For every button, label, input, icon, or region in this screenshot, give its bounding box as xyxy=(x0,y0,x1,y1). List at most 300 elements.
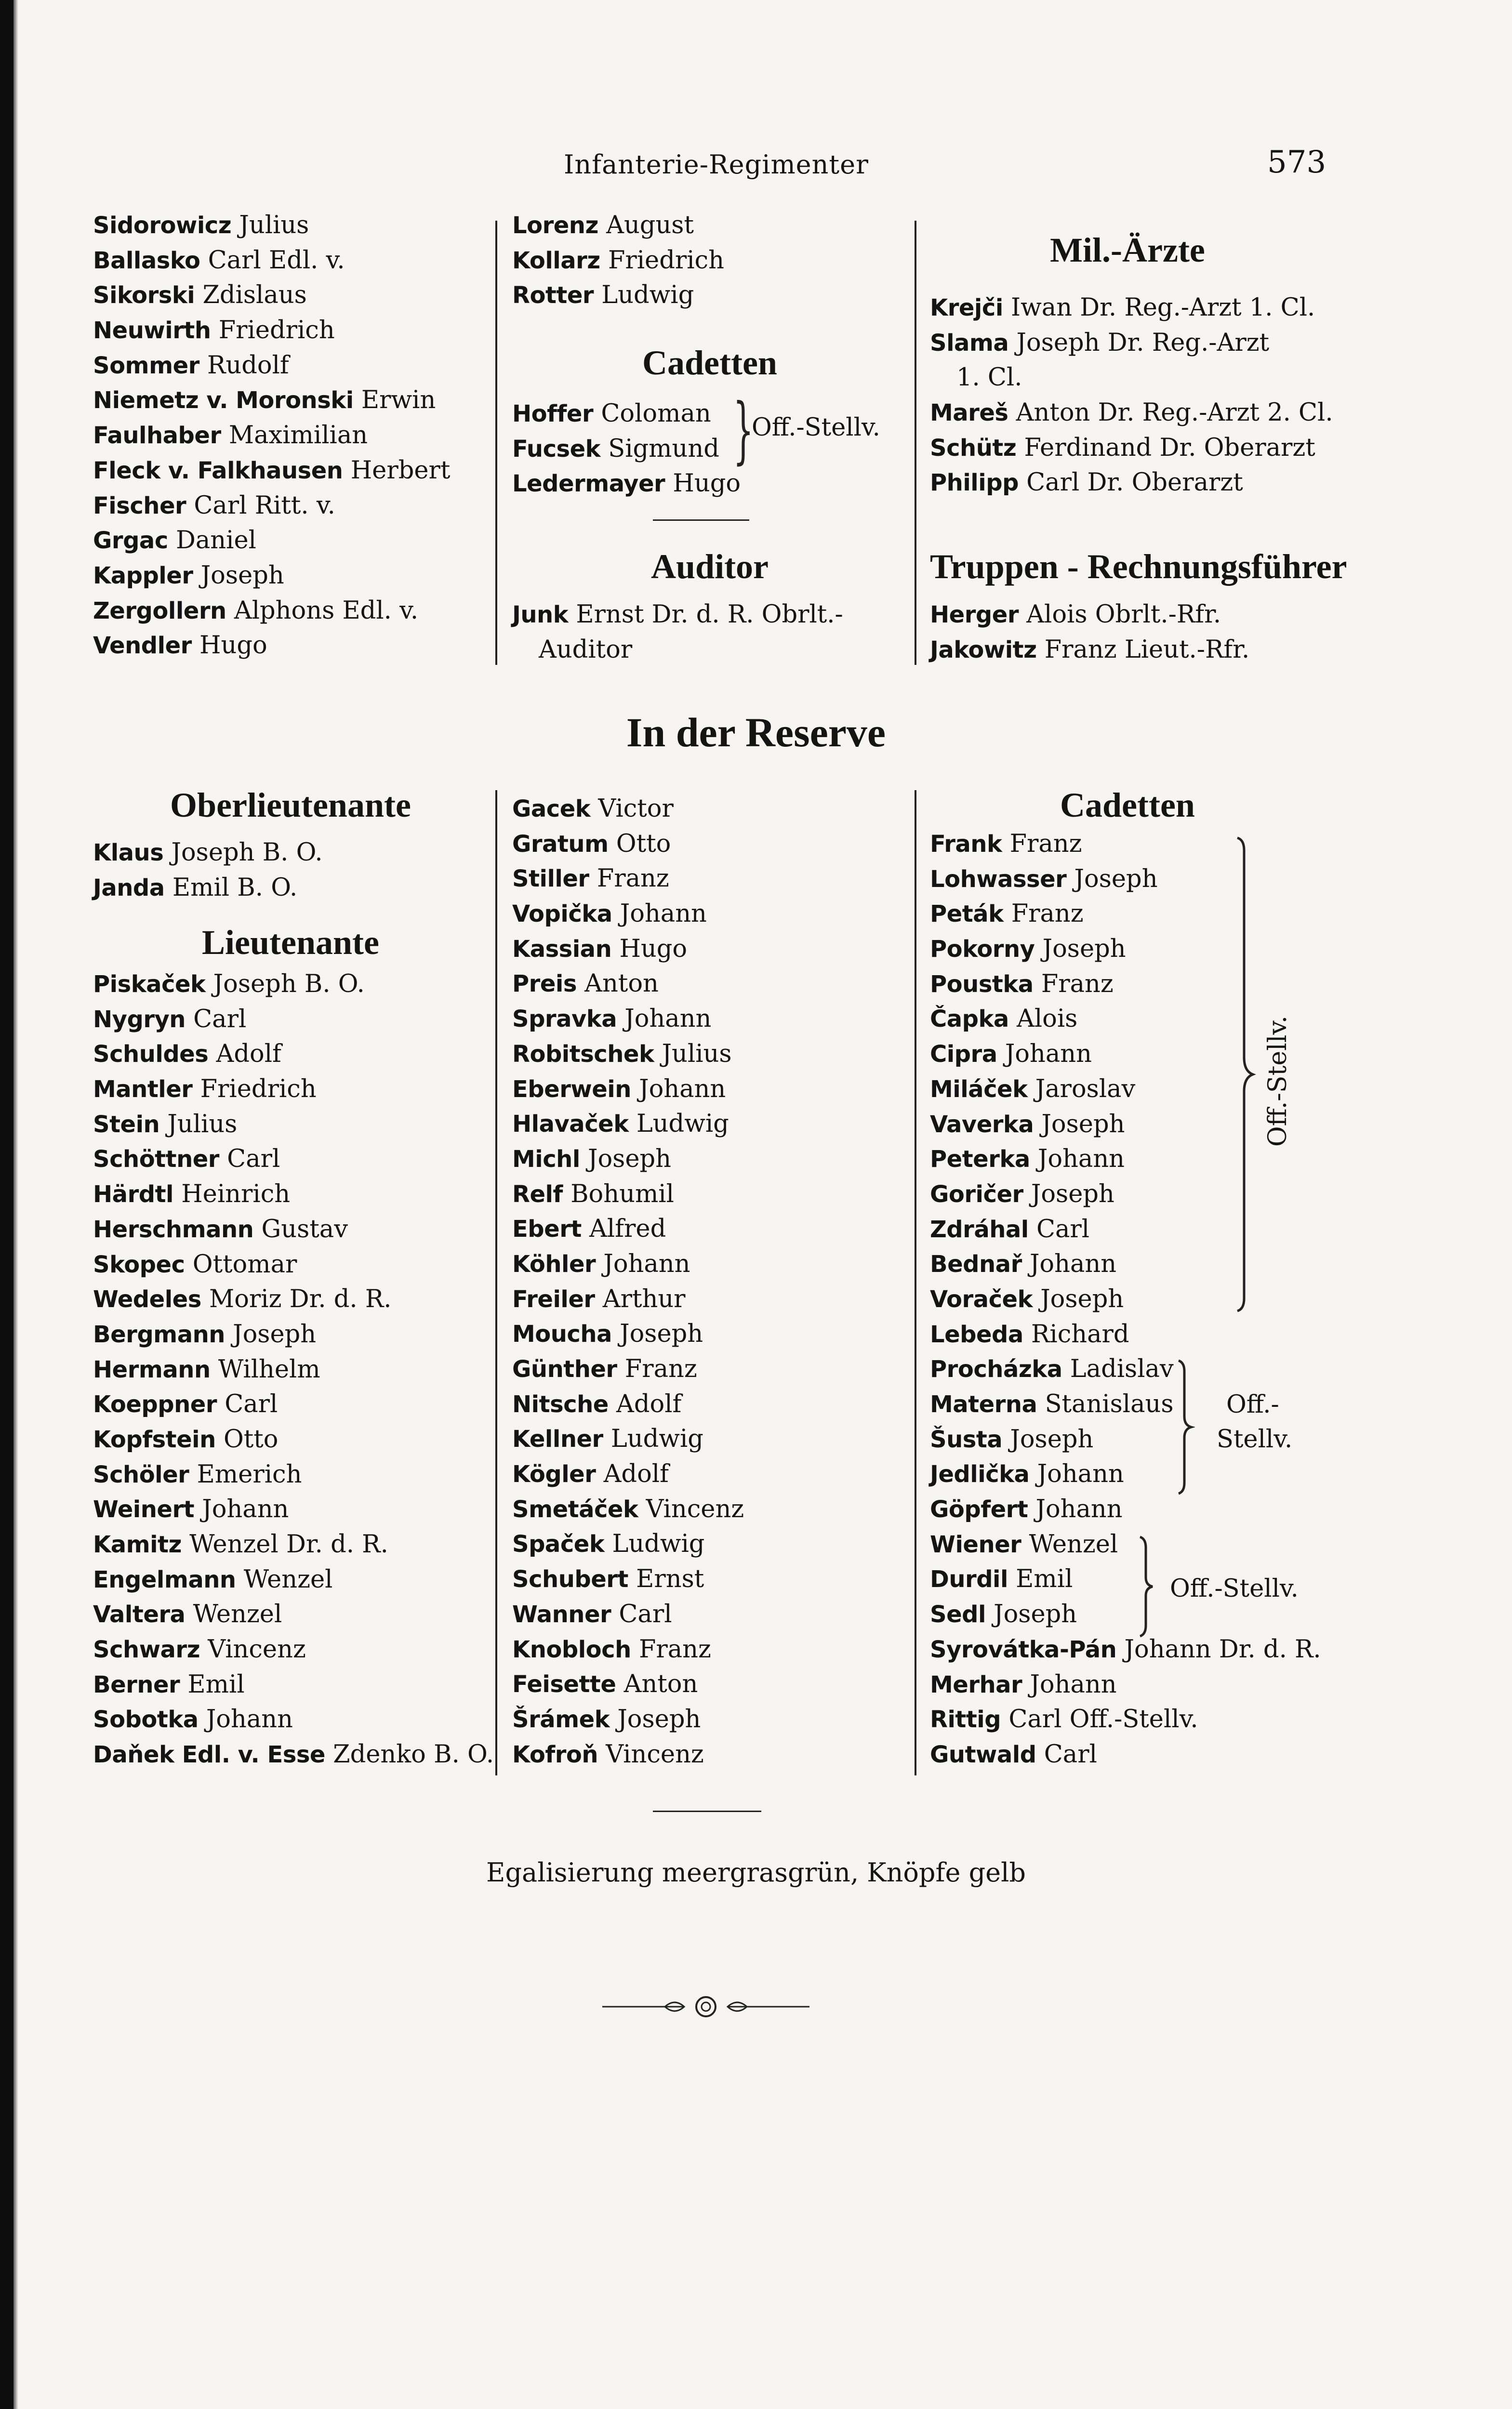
list-item xyxy=(512,1422,744,1457)
list-item xyxy=(93,1002,494,1037)
list-item xyxy=(930,1668,1321,1703)
surname: Herschmann xyxy=(93,1216,254,1243)
surname: Wedeles xyxy=(93,1286,201,1313)
list-item xyxy=(512,1212,744,1247)
aerzte-heading: Mil.-Ärzte xyxy=(1050,231,1205,269)
given-name-and-rank: Joseph xyxy=(1023,1179,1114,1208)
surname: Feisette xyxy=(512,1671,616,1698)
running-title: Infanterie-Regimenter xyxy=(564,149,869,180)
surname: Jakowitz xyxy=(930,636,1037,663)
given-name-and-rank: Zdislaus xyxy=(195,281,307,310)
list-item xyxy=(93,871,323,906)
given-name-and-rank: Franz xyxy=(631,1635,711,1664)
list-item xyxy=(93,278,450,313)
top-name-list-2 xyxy=(512,208,724,313)
given-name-and-rank: Vincenz xyxy=(200,1635,306,1664)
list-item xyxy=(93,628,450,663)
surname: Vendler xyxy=(93,632,192,660)
given-name-and-rank: Emil xyxy=(1008,1565,1073,1594)
given-name-and-rank: Alois xyxy=(1008,1005,1078,1033)
surname: Sikorski xyxy=(93,282,195,309)
given-name-and-rank: Alfred xyxy=(581,1215,666,1244)
given-name-and-rank: Johann xyxy=(194,1495,289,1524)
list-item xyxy=(512,633,843,668)
given-name-and-rank: Bohumil xyxy=(562,1179,674,1208)
bracket-icon xyxy=(1176,1359,1195,1496)
surname: Stein xyxy=(93,1111,160,1138)
column-divider xyxy=(915,790,916,1775)
list-item xyxy=(93,453,450,489)
list-item xyxy=(512,1002,744,1037)
list-item xyxy=(512,243,724,278)
given-name-and-rank: Johann xyxy=(631,1074,726,1103)
surname: Engelmann xyxy=(93,1566,236,1593)
surname: Frank xyxy=(930,831,1002,858)
reserve-name-list-2 xyxy=(512,792,744,1772)
surname: Lorenz xyxy=(512,212,598,239)
list-item xyxy=(512,861,744,897)
given-name-and-rank: Ludwig xyxy=(628,1110,729,1138)
list-item xyxy=(512,1737,744,1773)
surname: Kollarz xyxy=(512,247,600,274)
list-item xyxy=(512,1037,744,1072)
surname: Kofroň xyxy=(512,1741,598,1768)
given-name-and-rank: Johann xyxy=(1022,1670,1117,1699)
list-item xyxy=(930,1457,1321,1492)
list-item xyxy=(93,1562,494,1598)
surname: Syrovátka-Pán xyxy=(930,1636,1117,1663)
given-name-and-rank: Joseph xyxy=(193,561,284,590)
surname: Junk xyxy=(512,601,569,628)
given-name-and-rank: Jaroslav xyxy=(1027,1074,1136,1103)
given-name-and-rank: Carl Off.-Stellv. xyxy=(1001,1705,1198,1734)
top-name-list-1 xyxy=(93,208,450,663)
surname: Fischer xyxy=(93,492,186,519)
given-name-and-rank: Carl xyxy=(219,1145,280,1174)
given-name-and-rank: Joseph xyxy=(1034,1110,1125,1138)
list-item xyxy=(512,278,724,313)
given-name-and-rank: Friedrich xyxy=(600,246,724,275)
auditor-heading: Auditor xyxy=(650,547,769,586)
surname: Voraček xyxy=(930,1285,1033,1313)
oberlieutenante-heading: Oberlieutenante xyxy=(170,786,411,824)
surname: Vopička xyxy=(512,900,612,928)
list-item xyxy=(93,418,450,453)
given-name-and-rank: Emil B. O. xyxy=(164,873,298,902)
given-name-and-rank: Arthur xyxy=(595,1284,686,1313)
surname: Robitschek xyxy=(512,1040,654,1068)
list-item xyxy=(93,1317,494,1352)
list-item xyxy=(93,489,450,524)
given-name-and-rank: Ernst Dr. d. R. Obrlt.- xyxy=(568,600,843,629)
given-name-and-rank: Daniel xyxy=(168,526,256,555)
list-item xyxy=(93,1737,494,1773)
bracket-label: Stellv. xyxy=(1217,1425,1293,1454)
list-item xyxy=(512,1492,744,1527)
given-name-and-rank: Emerich xyxy=(189,1460,302,1489)
surname: Sommer xyxy=(93,352,199,379)
large-bracket-icon xyxy=(1233,836,1262,1313)
surname: Nygryn xyxy=(93,1006,186,1033)
list-item xyxy=(512,1317,744,1352)
surname: Niemetz v. Moronski xyxy=(93,387,354,414)
given-name-and-rank: Johann Dr. d. R. xyxy=(1116,1635,1321,1664)
surname: Spaček xyxy=(512,1531,605,1558)
given-name-and-rank: Ludwig xyxy=(603,1425,703,1454)
list-item xyxy=(930,1632,1321,1668)
surname: Čapka xyxy=(930,1006,1009,1033)
page-number: 573 xyxy=(1267,145,1326,180)
given-name-and-rank: Maximilian xyxy=(221,421,368,450)
list-item xyxy=(93,558,450,594)
surname: Sedl xyxy=(930,1601,986,1628)
given-name-and-rank: Iwan Dr. Reg.-Arzt 1. Cl. xyxy=(1003,293,1315,322)
given-name-and-rank: Johann xyxy=(198,1705,293,1734)
surname: Poustka xyxy=(930,970,1034,998)
surname: Valtera xyxy=(93,1601,186,1628)
given-name-and-rank: Anton Dr. Reg.-Arzt 2. Cl. xyxy=(1008,398,1333,427)
reserve-title: In der Reserve xyxy=(626,709,886,755)
list-item xyxy=(512,1632,744,1668)
given-name-and-rank: Johann xyxy=(612,900,707,928)
list-item xyxy=(512,1387,744,1422)
list-item xyxy=(930,1527,1321,1562)
given-name-and-rank: Carl xyxy=(1028,1215,1090,1244)
list-item xyxy=(93,1142,494,1177)
surname: Weinert xyxy=(93,1496,195,1523)
given-name-and-rank: August xyxy=(598,211,694,239)
given-name-and-rank: Friedrich xyxy=(211,316,335,345)
list-item xyxy=(512,1247,744,1282)
bracket-label: Off.- xyxy=(1226,1390,1279,1419)
surname: Klaus xyxy=(93,839,164,866)
given-name-and-rank: Otto xyxy=(608,829,671,858)
list-item xyxy=(93,1107,494,1142)
list-item xyxy=(512,792,744,827)
list-item xyxy=(512,1702,744,1737)
list-item xyxy=(512,897,744,932)
cadetten-list xyxy=(512,397,741,502)
surname: Relf xyxy=(512,1180,563,1208)
surname: Ledermayer xyxy=(512,470,665,498)
surname: Gratum xyxy=(512,830,609,858)
given-name-and-rank: Wenzel xyxy=(236,1565,333,1594)
given-name-and-rank: Adolf xyxy=(208,1040,281,1069)
list-item xyxy=(512,1352,744,1387)
book-gutter xyxy=(13,0,18,2409)
given-name-and-rank: Anton xyxy=(616,1670,698,1699)
surname: Lebeda xyxy=(930,1321,1023,1348)
surname: Peták xyxy=(930,900,1004,928)
list-item xyxy=(930,1702,1321,1737)
given-name-and-rank: Franz xyxy=(589,864,669,893)
surname: Ebert xyxy=(512,1216,582,1243)
surname: Rotter xyxy=(512,282,594,309)
list-item xyxy=(93,1282,494,1317)
list-item xyxy=(93,1072,494,1107)
list-item xyxy=(93,1037,494,1072)
surname: Kögler xyxy=(512,1461,596,1488)
given-name-and-rank: Friedrich xyxy=(192,1075,317,1104)
given-name-and-rank: Ladislav xyxy=(1062,1355,1174,1384)
list-item xyxy=(93,1527,494,1562)
list-item xyxy=(930,1737,1321,1773)
short-divider xyxy=(653,1811,761,1812)
list-item xyxy=(512,1142,744,1177)
surname: Schubert xyxy=(512,1566,628,1593)
given-name-and-rank: Johann xyxy=(596,1249,690,1278)
given-name-and-rank: Moriz Dr. d. R. xyxy=(201,1285,392,1314)
given-name-and-rank: 1. Cl. xyxy=(956,363,1022,392)
surname: Vaverka xyxy=(930,1111,1034,1138)
list-item xyxy=(93,835,323,871)
given-name-and-rank: Rudolf xyxy=(199,351,289,380)
given-name-and-rank: Wenzel Dr. d. R. xyxy=(181,1530,388,1559)
surname: Procházka xyxy=(930,1356,1062,1383)
surname: Schöttner xyxy=(93,1146,219,1173)
surname: Pokorny xyxy=(930,936,1035,963)
given-name-and-rank: Carl xyxy=(611,1600,672,1628)
given-name-and-rank: Ludwig xyxy=(604,1530,705,1559)
rechnungsfuehrer-list xyxy=(930,597,1249,667)
list-item xyxy=(930,465,1333,501)
given-name-and-rank: Wilhelm xyxy=(210,1355,320,1384)
surname: Grgac xyxy=(93,527,168,555)
list-item xyxy=(512,1282,744,1317)
surname: Wiener xyxy=(930,1531,1021,1558)
rotated-bracket-label: Off.-Stellv. xyxy=(1263,1015,1292,1147)
surname: Kappler xyxy=(93,562,193,589)
list-item xyxy=(512,1072,744,1107)
list-item xyxy=(93,1177,494,1212)
given-name-and-rank: Joseph Dr. Reg.-Arzt xyxy=(1008,328,1270,357)
lieutenante-heading: Lieutenante xyxy=(202,923,379,962)
page-header xyxy=(0,145,1512,183)
surname: Freiler xyxy=(512,1285,595,1313)
given-name-and-rank: Ludwig xyxy=(594,281,694,310)
given-name-and-rank: Hugo xyxy=(665,469,741,498)
list-item xyxy=(930,291,1333,326)
list-item xyxy=(512,397,741,432)
given-name-and-rank: Vincenz xyxy=(598,1740,704,1769)
surname: Sobotka xyxy=(93,1706,199,1734)
list-item xyxy=(930,1492,1321,1527)
surname: Zdráhal xyxy=(930,1216,1029,1243)
given-name-and-rank: Gustav xyxy=(253,1215,348,1244)
surname: Goričer xyxy=(930,1180,1023,1208)
given-name-and-rank: Hugo xyxy=(611,934,688,963)
given-name-and-rank: Anton xyxy=(576,969,659,998)
surname: Herger xyxy=(930,601,1019,628)
list-item xyxy=(512,1457,744,1492)
given-name-and-rank: Ottomar xyxy=(185,1250,297,1279)
given-name-and-rank: Joseph xyxy=(611,1320,703,1349)
given-name-and-rank: Carl Ritt. v. xyxy=(186,491,335,520)
list-item xyxy=(93,1247,494,1283)
given-name-and-rank: Joseph xyxy=(1066,864,1158,893)
surname: Eberwein xyxy=(512,1075,631,1103)
surname: Daňek Edl. v. Esse xyxy=(93,1741,325,1769)
given-name-and-rank: Adolf xyxy=(608,1390,682,1418)
surname: Ballasko xyxy=(93,247,200,274)
surname: Kassian xyxy=(512,935,612,963)
list-item xyxy=(512,597,843,633)
surname: Mareš xyxy=(930,399,1008,427)
list-item xyxy=(512,466,741,502)
surname: Koeppner xyxy=(93,1391,217,1418)
surname: Wanner xyxy=(512,1601,611,1628)
surname: Šusta xyxy=(930,1426,1003,1453)
list-item xyxy=(512,208,724,243)
list-item xyxy=(93,1457,494,1493)
list-item xyxy=(93,1668,494,1703)
given-name-and-rank: Sigmund xyxy=(600,434,719,463)
surname: Kellner xyxy=(512,1426,603,1453)
list-item xyxy=(93,1387,494,1422)
bracket-label: Off.-Stellv. xyxy=(752,413,880,442)
list-item xyxy=(930,431,1333,466)
surname: Michl xyxy=(512,1145,580,1173)
given-name-and-rank: Coloman xyxy=(593,399,711,428)
given-name-and-rank: Joseph xyxy=(1002,1425,1094,1454)
list-item xyxy=(512,1527,744,1562)
list-item xyxy=(512,1107,744,1142)
surname: Stiller xyxy=(512,865,589,893)
list-item xyxy=(512,432,741,467)
given-name-and-rank: Johann xyxy=(1021,1250,1117,1279)
list-item xyxy=(930,396,1333,431)
list-item xyxy=(512,966,744,1002)
reserve-cadetten-heading: Cadetten xyxy=(1060,786,1195,824)
surname: Materna xyxy=(930,1391,1037,1418)
given-name-and-rank: Joseph xyxy=(1033,1284,1124,1313)
list-item xyxy=(930,633,1249,668)
rechnungsfuehrer-heading: Truppen - Rechnungsführer xyxy=(930,547,1347,586)
given-name-and-rank: Alois Obrlt.-Rfr. xyxy=(1018,600,1221,629)
surname: Berner xyxy=(93,1671,180,1698)
given-name-and-rank: Franz xyxy=(1002,830,1082,858)
list-item xyxy=(930,326,1333,361)
list-item xyxy=(93,243,450,278)
surname: Bergmann xyxy=(93,1321,225,1348)
given-name-and-rank: Ernst xyxy=(628,1565,704,1594)
column-divider xyxy=(915,221,916,665)
bracket-icon xyxy=(1137,1535,1156,1639)
list-item xyxy=(93,1422,494,1457)
ornament-icon xyxy=(602,1992,809,2021)
surname: Philipp xyxy=(930,469,1019,497)
given-name-and-rank: Zdenko B. O. xyxy=(325,1740,494,1769)
surname: Kamitz xyxy=(93,1531,182,1558)
list-item xyxy=(93,1212,494,1247)
given-name-and-rank: Franz xyxy=(617,1355,697,1383)
given-name-and-rank: Franz xyxy=(1033,969,1114,998)
list-item xyxy=(93,1492,494,1527)
list-item xyxy=(512,827,744,862)
list-item xyxy=(93,383,450,418)
surname: Fleck v. Falkhausen xyxy=(93,457,343,484)
surname: Smetáček xyxy=(512,1496,638,1523)
given-name-and-rank: Joseph xyxy=(225,1320,317,1349)
given-name-and-rank: Joseph xyxy=(985,1600,1077,1629)
surname: Zergollern xyxy=(93,597,226,624)
given-name-and-rank: Ferdinand Dr. Oberarzt xyxy=(1016,433,1315,462)
given-name-and-rank: Carl xyxy=(185,1005,247,1033)
surname: Rittig xyxy=(930,1706,1001,1734)
surname: Hlavaček xyxy=(512,1111,629,1138)
surname: Faulhaber xyxy=(93,422,221,450)
given-name-and-rank: Heinrich xyxy=(173,1180,291,1209)
surname: Durdil xyxy=(930,1566,1008,1593)
list-item xyxy=(512,1597,744,1632)
list-item xyxy=(93,967,494,1002)
given-name-and-rank: Julius xyxy=(159,1110,238,1138)
given-name-and-rank: Erwin xyxy=(353,386,436,415)
list-item xyxy=(93,523,450,558)
given-name-and-rank: Wenzel xyxy=(1021,1530,1118,1559)
list-item xyxy=(512,932,744,967)
surname: Göpfert xyxy=(930,1496,1028,1523)
surname: Fucsek xyxy=(512,435,601,463)
given-name-and-rank: Joseph xyxy=(1035,935,1126,964)
given-name-and-rank: Richard xyxy=(1023,1320,1129,1349)
column-divider xyxy=(495,790,497,1775)
surname: Knobloch xyxy=(512,1636,631,1663)
given-name-and-rank: Alphons Edl. v. xyxy=(226,596,419,625)
given-name-and-rank: Hugo xyxy=(191,631,267,660)
given-name-and-rank: Emil xyxy=(180,1670,245,1699)
given-name-and-rank: Adolf xyxy=(596,1460,669,1489)
list-item xyxy=(93,1597,494,1632)
surname: Hermann xyxy=(93,1356,211,1383)
surname: Skopec xyxy=(93,1251,185,1278)
surname: Bednař xyxy=(930,1251,1022,1278)
list-item xyxy=(512,1667,744,1702)
list-item xyxy=(93,1702,494,1737)
surname: Köhler xyxy=(512,1250,596,1278)
list-item xyxy=(93,594,450,629)
given-name-and-rank: Victor xyxy=(590,794,674,823)
given-name-and-rank: Carl xyxy=(1036,1740,1097,1769)
surname: Šrámek xyxy=(512,1706,610,1733)
given-name-and-rank: Joseph xyxy=(580,1144,672,1173)
given-name-and-rank: Johann xyxy=(997,1040,1092,1069)
list-item xyxy=(93,348,450,384)
given-name-and-rank: Wenzel xyxy=(185,1600,282,1629)
surname: Schwarz xyxy=(93,1636,200,1664)
surname: Schöler xyxy=(93,1461,189,1488)
given-name-and-rank: Stanislaus xyxy=(1037,1390,1174,1418)
surname: Piskaček xyxy=(93,971,206,998)
surname: Gacek xyxy=(512,795,591,822)
brace-icon: } xyxy=(733,388,754,472)
surname: Schuldes xyxy=(93,1041,209,1068)
list-item xyxy=(512,1562,744,1597)
given-name-and-rank: Herbert xyxy=(343,456,451,485)
list-item xyxy=(512,1177,744,1212)
list-item xyxy=(93,1352,494,1388)
given-name-and-rank: Franz xyxy=(1003,900,1084,928)
surname: Gutwald xyxy=(930,1741,1036,1768)
given-name-and-rank: Julius xyxy=(654,1039,732,1068)
bracket-label: Off.-Stellv. xyxy=(1170,1575,1299,1603)
surname: Nitsche xyxy=(512,1390,609,1418)
surname: Krejči xyxy=(930,294,1003,321)
footer-note: Egalisierung meergrasgrün, Knöpfe gelb xyxy=(486,1857,1026,1888)
list-item xyxy=(93,208,450,243)
given-name-and-rank: Joseph xyxy=(610,1705,701,1734)
surname: Neuwirth xyxy=(93,317,211,344)
